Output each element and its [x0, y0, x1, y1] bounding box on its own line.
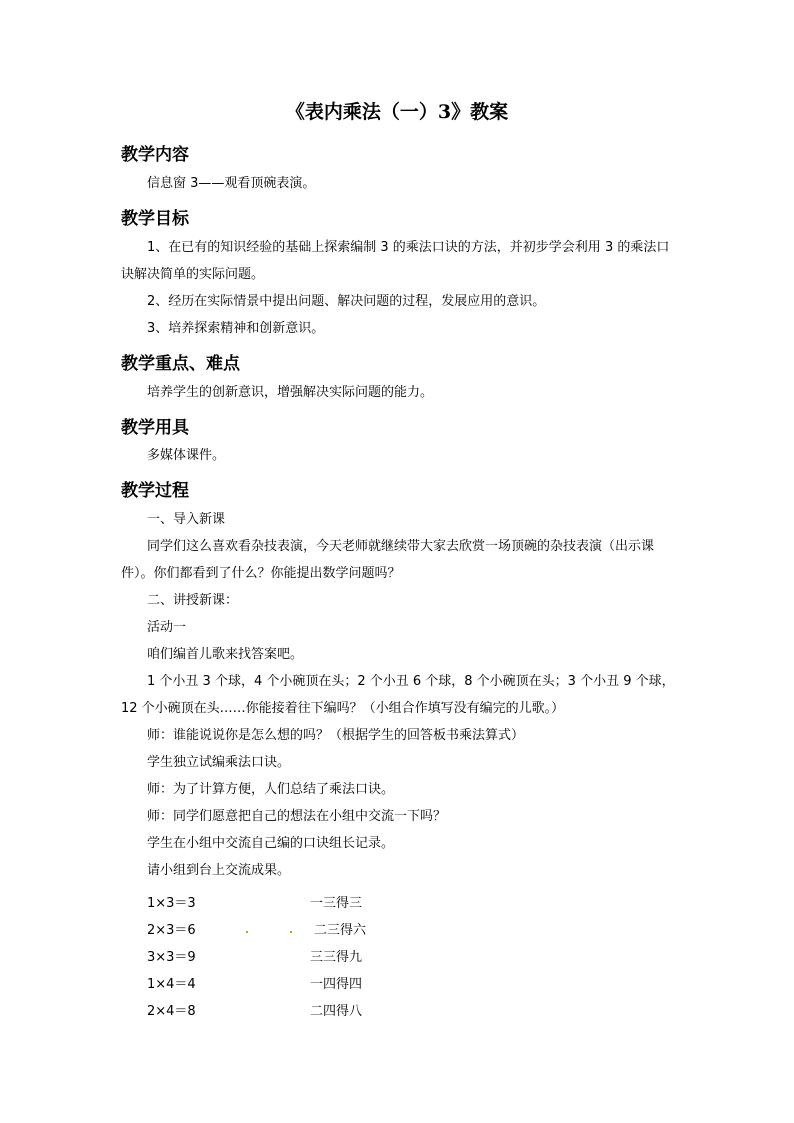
decorative-dot: [246, 931, 248, 933]
equation: 2×4＝8: [147, 1004, 196, 1019]
rhyme: 二四得八: [310, 1004, 363, 1019]
paragraph-process-3: 二、讲授新课：: [147, 593, 239, 608]
paragraph-process-9: 师：为了计算方便，人们总结了乘法口诀。: [147, 782, 395, 797]
section-heading-key: 教学重点、难点: [121, 354, 240, 374]
paragraph-content: 信息窗 3——观看顶碗表演。: [147, 176, 316, 191]
section-heading-goals: 教学目标: [121, 209, 189, 229]
equation: 1×4＝4: [147, 977, 196, 992]
equation: 2×3＝6: [147, 923, 196, 938]
paragraph-process-11: 学生在小组中交流自己编的口诀组长记录。: [147, 836, 395, 851]
paragraph-process-10: 师：同学们愿意把自己的想法在小组中交流一下吗？: [147, 809, 447, 824]
paragraph-process-8: 学生独立试编乘法口诀。: [147, 755, 291, 770]
paragraph-process-1: 一、导入新课: [147, 512, 226, 527]
rhyme: 二三得六: [314, 923, 367, 938]
paragraph-process-2: 同学们这么喜欢看杂技表演，今天老师就继续带大家去欣赏一场顶碗的杂技表演（出示课件）。你们都看到了什么？你能提出数学问题吗？: [121, 539, 655, 581]
paragraph-goal-1: 1、在已有的知识经验的基础上探索编制 3 的乘法口诀的方法，并初步学会利用 3 的乘法口诀解决简单的实际问题。: [121, 240, 670, 282]
rhyme: 三三得九: [310, 950, 363, 965]
paragraph-goal-2: 2、经历在实际情景中提出问题、解决问题的过程，发展应用的意识。: [147, 294, 546, 309]
paragraph-key: 培养学生的创新意识，增强解决实际问题的能力。: [147, 385, 434, 400]
section-heading-process: 教学过程: [121, 481, 189, 501]
rhyme: 一三得三: [310, 896, 363, 911]
paragraph-goal-3: 3、培养探索精神和创新意识。: [147, 321, 325, 336]
section-heading-content: 教学内容: [121, 145, 189, 165]
equation: 3×3＝9: [147, 950, 196, 965]
paragraph-process-4: 活动一: [147, 620, 187, 635]
section-heading-tools: 教学用具: [121, 418, 189, 438]
rhyme: 一四得四: [310, 977, 363, 992]
page-title: 《表内乘法（一）3》教案: [285, 101, 509, 123]
paragraph-process-5: 咱们编首儿歌来找答案吧。: [147, 647, 304, 662]
decorative-dot: [290, 931, 292, 933]
paragraph-tools: 多媒体课件。: [147, 448, 226, 463]
paragraph-process-12: 请小组到台上交流成果。: [147, 863, 291, 878]
paragraph-process-6: 1 个小丑 3 个球，4 个小碗顶在头；2 个小丑 6 个球，8 个小碗顶在头；3 个小丑 9 个球，12 个小碗顶在头……你能接着往下编吗？（小组合作填写没有编完的儿歌。）: [121, 674, 675, 716]
paragraph-process-7: 师：谁能说说你是怎么想的吗？（根据学生的回答板书乘法算式）: [147, 728, 525, 743]
equation: 1×3＝3: [147, 896, 196, 911]
